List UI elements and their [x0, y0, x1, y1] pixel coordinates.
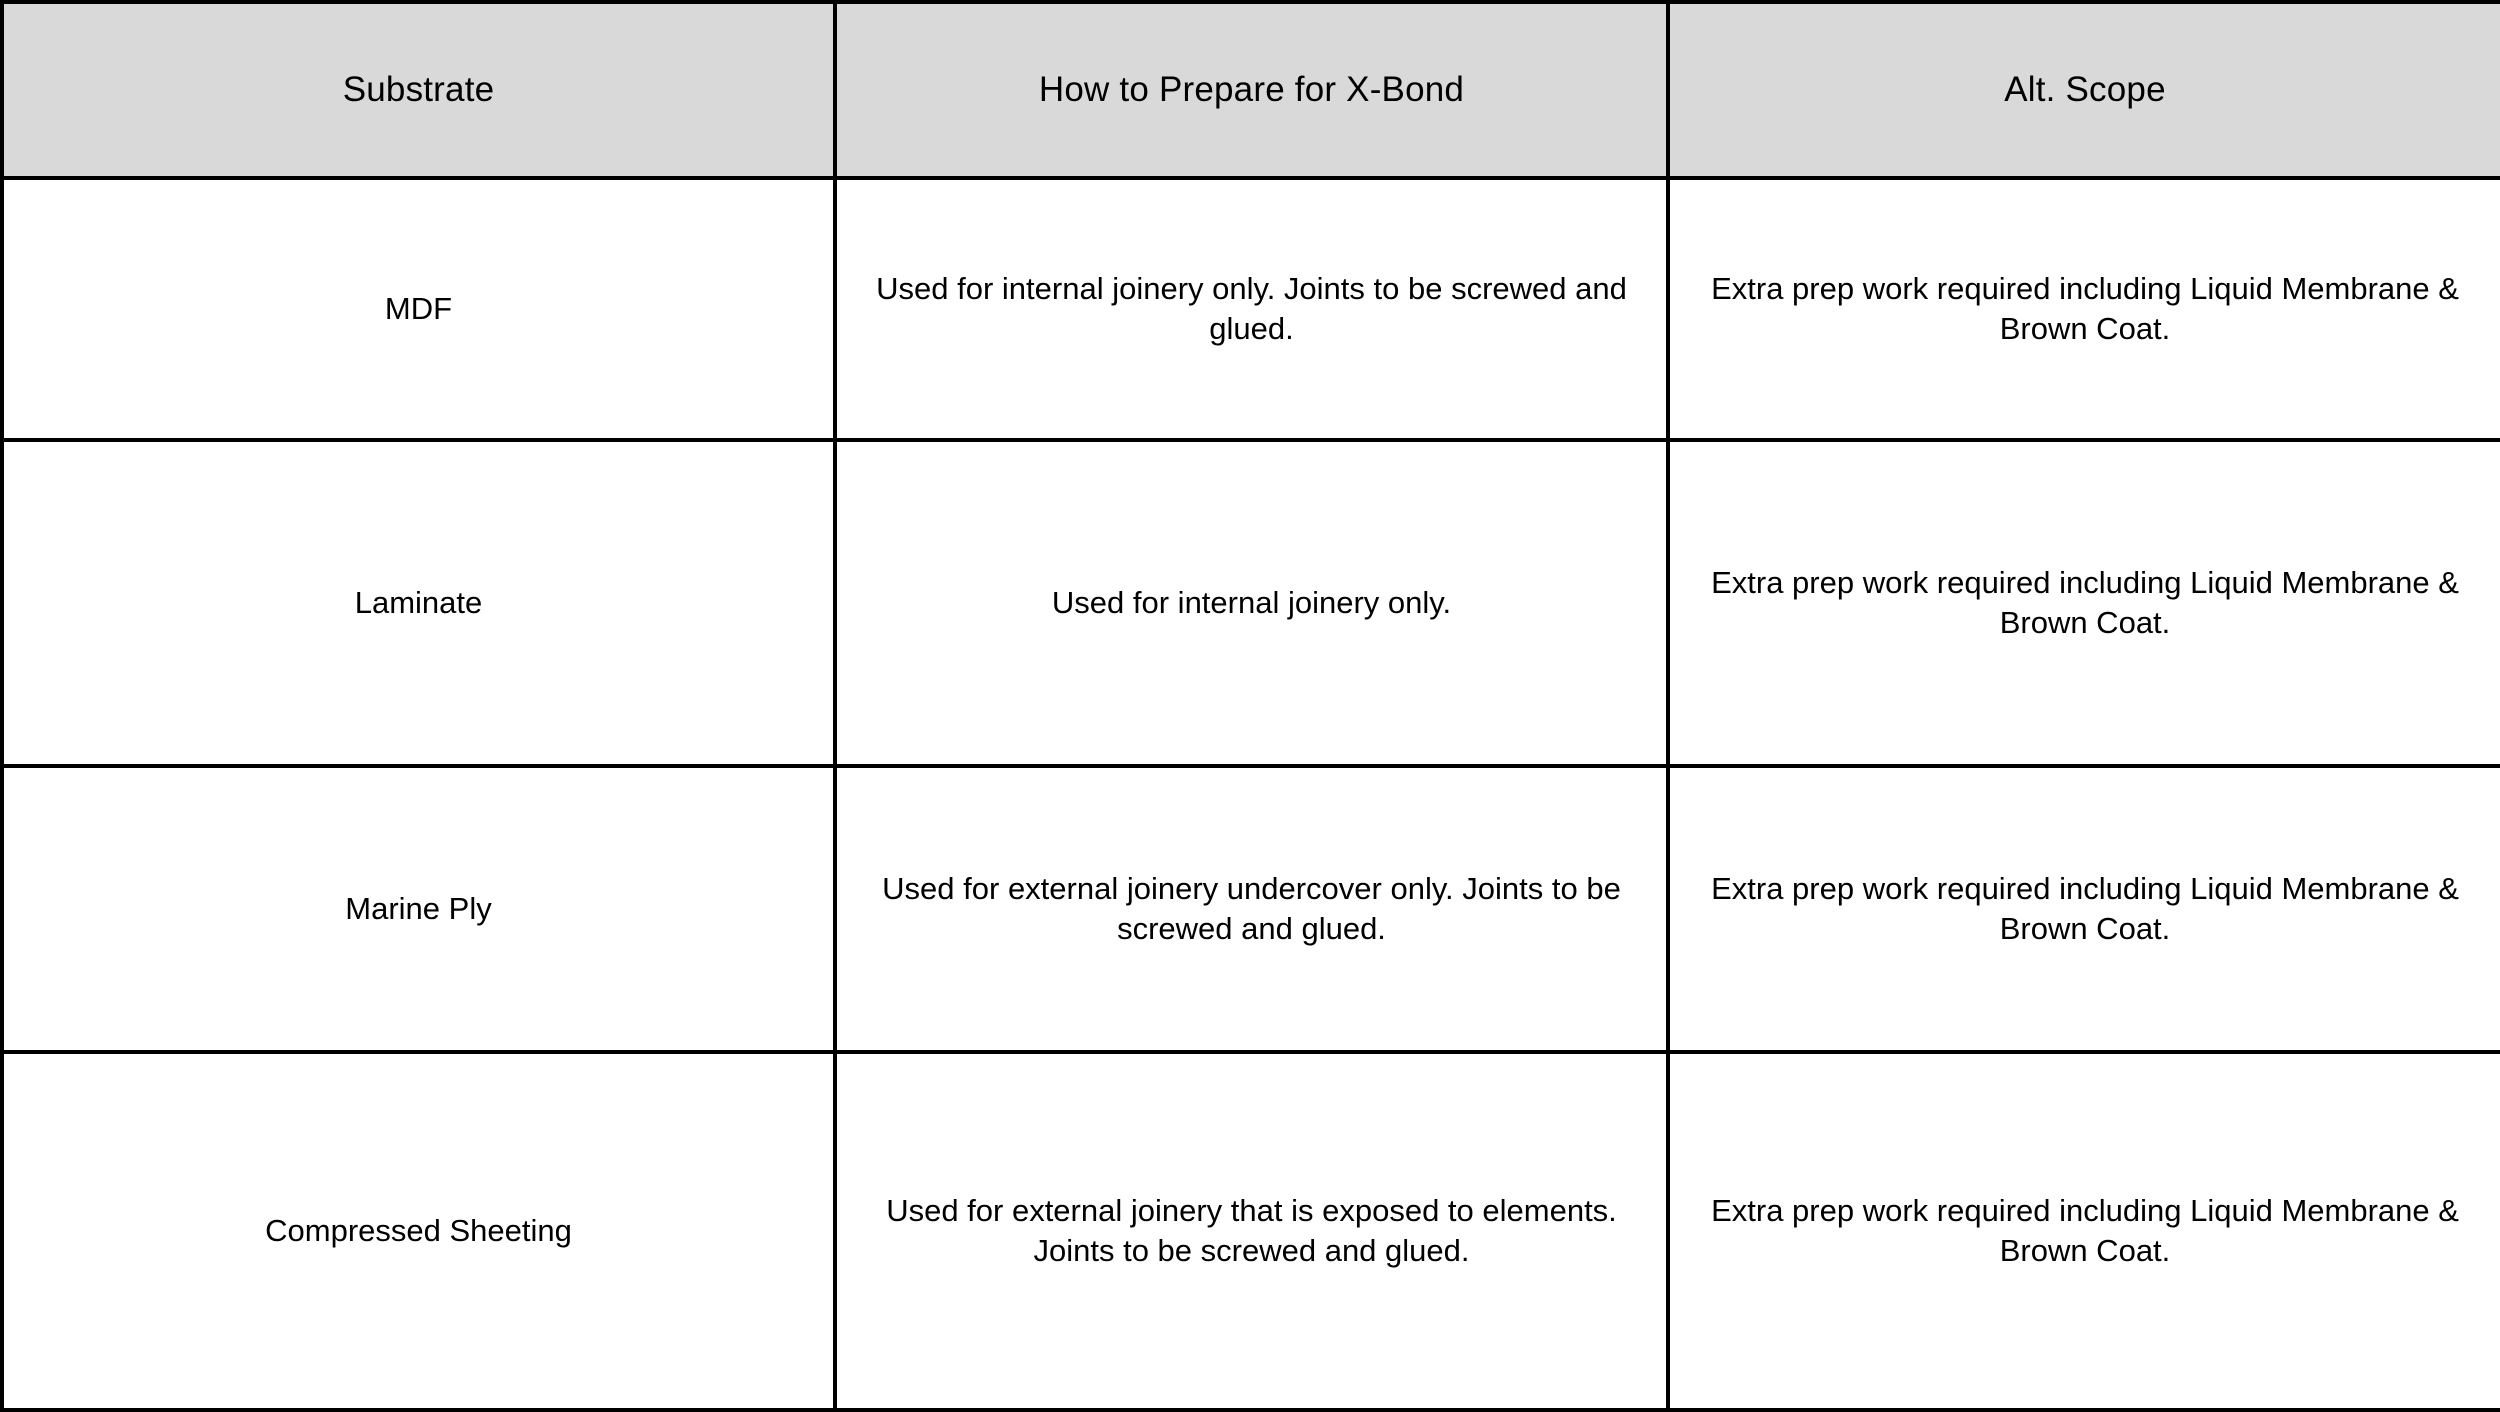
- table-row: [2, 178, 2500, 440]
- cell-substrate: Laminate: [2, 440, 835, 766]
- header-substrate: Substrate: [2, 2, 835, 178]
- cell-alt-scope: Extra prep work required including Liquid Membrane & Brown Coat.: [1668, 1052, 2500, 1410]
- cell-prepare: Used for internal joinery only.: [835, 440, 1668, 766]
- table-row: [2, 440, 2500, 766]
- header-alt-scope: Alt. Scope: [1668, 2, 2500, 178]
- cell-prepare: Used for internal joinery only. Joints to be screwed and glued.: [835, 178, 1668, 440]
- cell-alt-scope: Extra prep work required including Liquid Membrane & Brown Coat.: [1668, 440, 2500, 766]
- cell-alt-scope: Extra prep work required including Liquid Membrane & Brown Coat.: [1668, 766, 2500, 1052]
- table-row: [2, 1052, 2500, 1410]
- header-row: [2, 2, 2500, 178]
- cell-substrate: MDF: [2, 178, 835, 440]
- cell-substrate: Compressed Sheeting: [2, 1052, 835, 1410]
- cell-prepare: Used for external joinery that is exposed to elements. Joints to be screwed and glued.: [835, 1052, 1668, 1410]
- header-how-to-prepare: How to Prepare for X-Bond: [835, 2, 1668, 178]
- table-row: [2, 766, 2500, 1052]
- cell-prepare: Used for external joinery undercover only. Joints to be screwed and glued.: [835, 766, 1668, 1052]
- cell-substrate: Marine Ply: [2, 766, 835, 1052]
- cell-alt-scope: Extra prep work required including Liquid Membrane & Brown Coat.: [1668, 178, 2500, 440]
